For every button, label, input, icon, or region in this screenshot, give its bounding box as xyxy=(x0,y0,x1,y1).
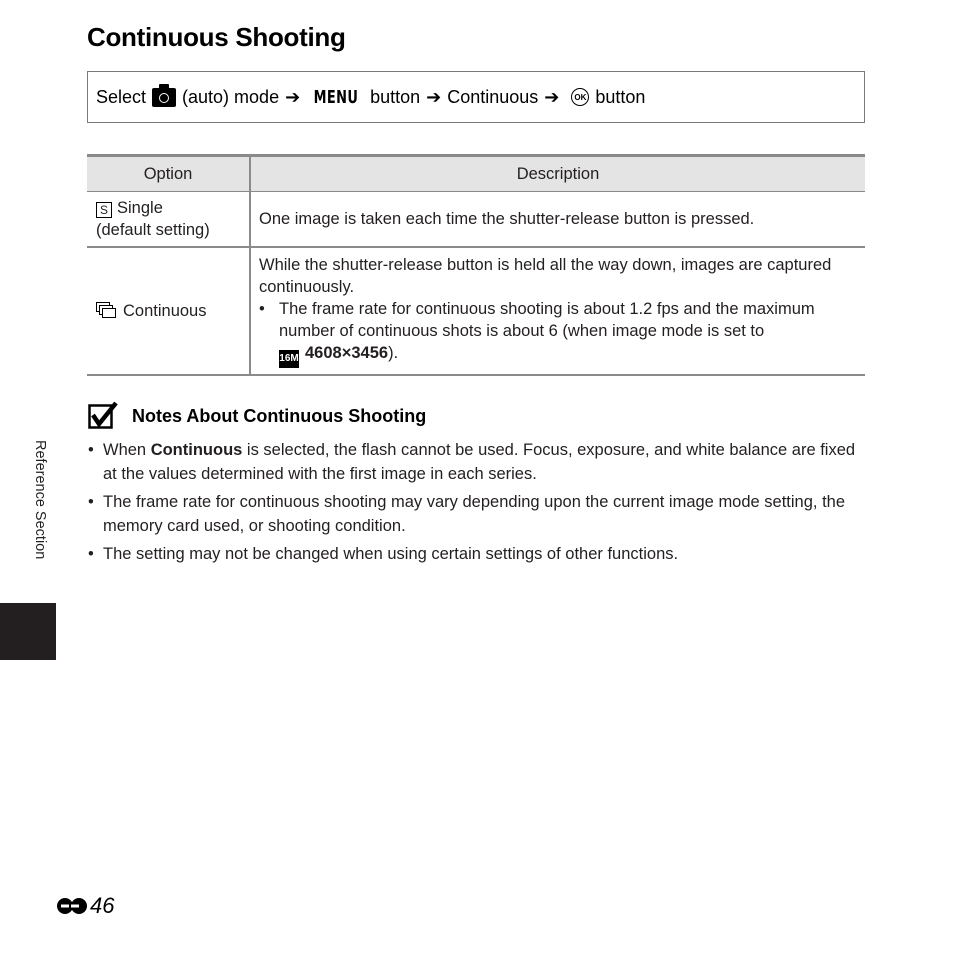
reference-section-icon xyxy=(56,894,88,918)
notes-list xyxy=(88,438,866,570)
bullet: • xyxy=(88,441,94,459)
list-item xyxy=(259,298,857,368)
option-cell-single xyxy=(87,192,250,247)
image-mode-icon: 16M xyxy=(279,350,299,368)
note-text: The frame rate for continuous shooting may vary depending upon the current image mode setting, the memory card used, or shooting condition. xyxy=(103,493,846,535)
table-row xyxy=(87,247,865,375)
header-option: Option xyxy=(87,156,250,192)
arrow-icon: ➔ xyxy=(285,86,301,107)
page-title: Continuous Shooting xyxy=(87,22,346,52)
list-item xyxy=(88,438,866,486)
note-text: When xyxy=(103,441,151,459)
note-text: is selected, the flash cannot be used. Focus, exposure, and white balance are fixed at the values determined with the first image in each series. xyxy=(103,441,856,483)
table-row xyxy=(87,192,865,247)
list-item xyxy=(88,542,866,566)
option-single-default: (default setting) xyxy=(96,220,210,239)
list-item xyxy=(88,490,866,538)
single-shot-icon: S xyxy=(96,202,112,218)
arrow-icon: ➔ xyxy=(544,86,560,107)
bullet: • xyxy=(88,493,94,511)
option-cell-continuous xyxy=(87,247,250,375)
section-tab-label: Reference Section xyxy=(32,440,48,560)
note-bold: Continuous xyxy=(150,441,243,459)
notes-heading xyxy=(88,401,426,431)
bullet: • xyxy=(259,299,265,318)
option-continuous: Continuous xyxy=(123,301,207,320)
path-ok-button: button xyxy=(595,86,646,107)
note-text: The setting may not be changed when using certain settings of other functions. xyxy=(103,545,679,563)
menu-path-box xyxy=(87,71,865,123)
header-description: Description xyxy=(250,156,865,192)
path-continuous: Continuous xyxy=(447,86,539,107)
continuous-shot-icon xyxy=(96,302,118,318)
path-select: Select xyxy=(96,86,147,107)
checkmark-note-icon xyxy=(88,401,118,431)
description-cell-single xyxy=(250,192,865,247)
description-cell-continuous xyxy=(250,247,865,375)
options-table xyxy=(87,154,865,376)
notes-heading-text: Notes About Continuous Shooting xyxy=(132,405,427,426)
ok-button-icon: OK xyxy=(571,88,589,106)
bullet: • xyxy=(88,545,94,563)
frame-rate-text: The frame rate for continuous shooting is about 1.2 fps and the maximum number of continuous shots is about 6 (when image mode is set to xyxy=(279,299,815,340)
table-header-row xyxy=(87,156,865,192)
arrow-icon: ➔ xyxy=(426,86,442,107)
option-single: Single xyxy=(117,198,163,217)
path-button: button xyxy=(370,86,421,107)
image-size: 4608×3456 xyxy=(305,343,389,362)
camera-icon xyxy=(152,88,176,107)
description-single: One image is taken each time the shutter-release button is pressed. xyxy=(259,209,755,228)
section-tab-marker xyxy=(0,603,56,660)
path-auto-mode: (auto) mode xyxy=(182,86,280,107)
menu-button-label: MENU xyxy=(313,86,359,108)
page-number xyxy=(56,893,114,919)
page-number-text: 46 xyxy=(90,893,115,918)
description-continuous: While the shutter-release button is held all the way down, images are captured continuously. xyxy=(259,255,832,296)
closing-paren: ). xyxy=(388,343,399,362)
